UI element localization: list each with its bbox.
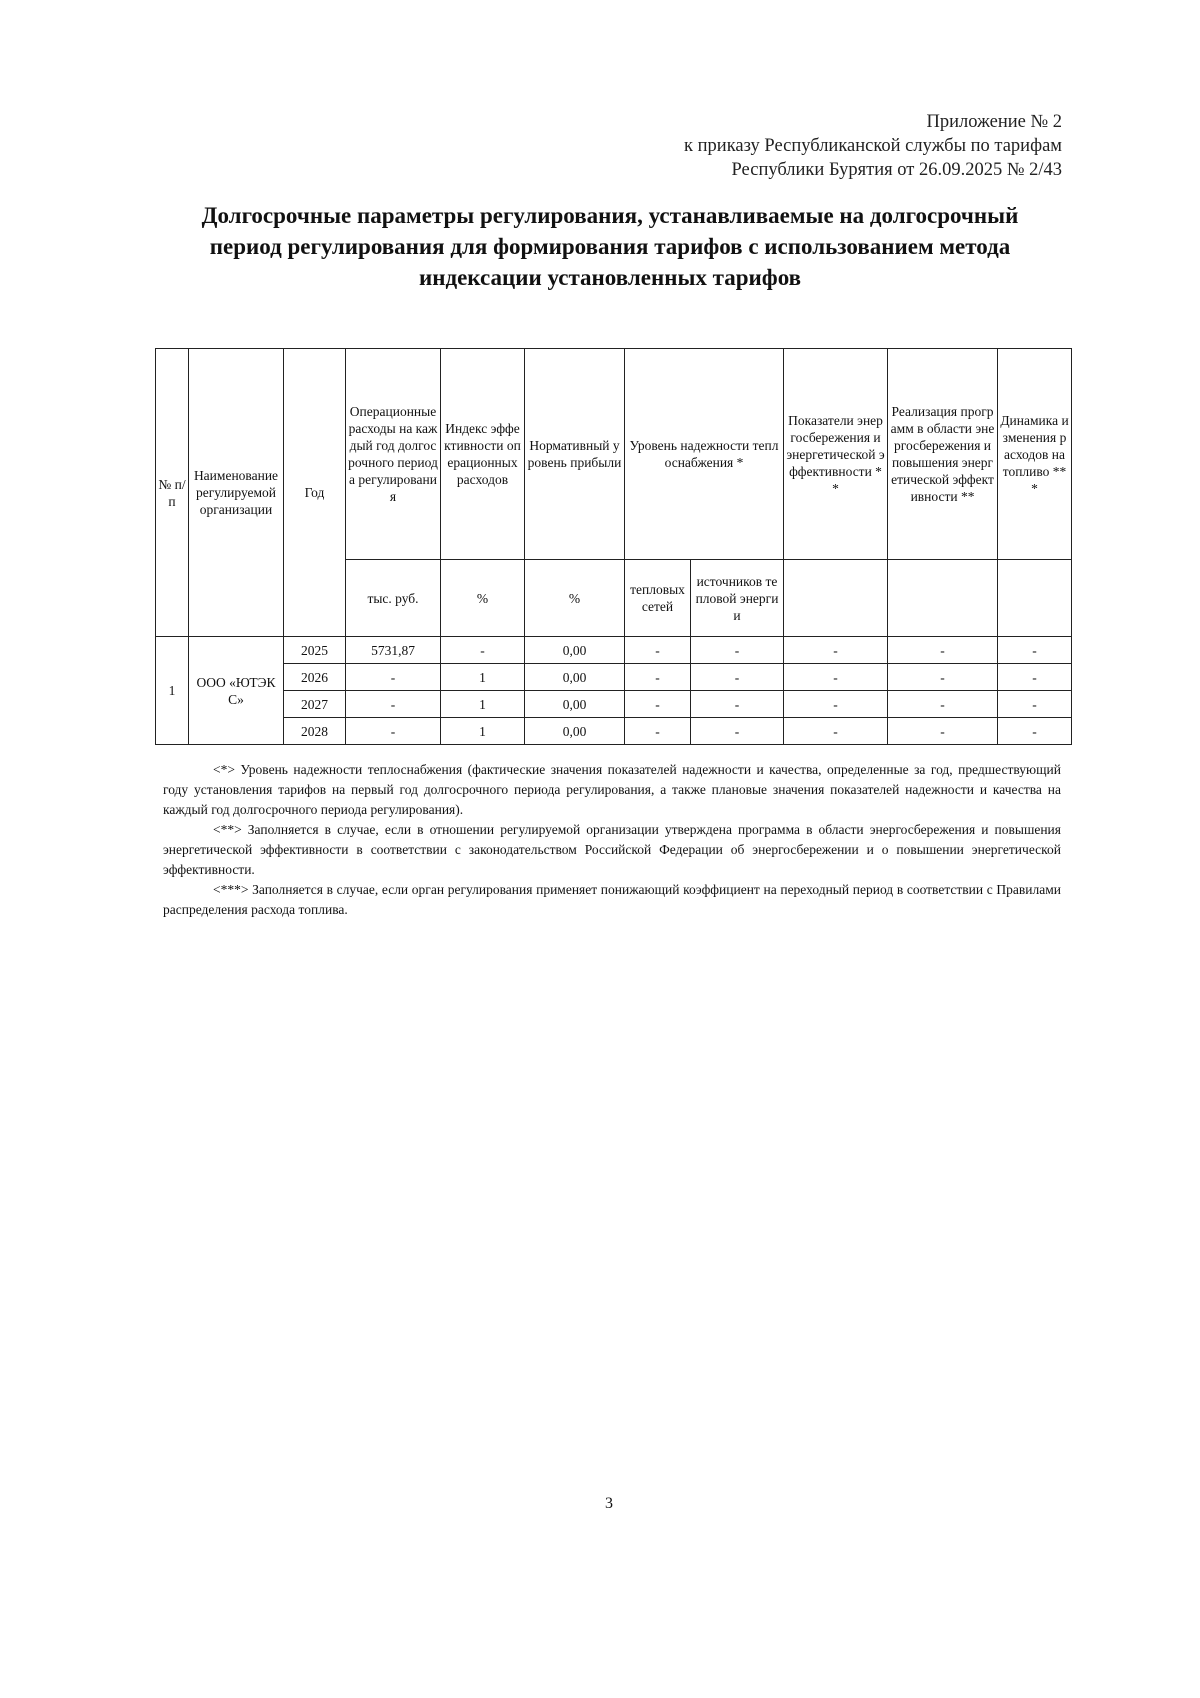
cell-energy: -	[784, 637, 888, 664]
appendix-line: Приложение № 2	[926, 112, 1062, 132]
cell-index: 1	[441, 691, 525, 718]
table-row	[156, 664, 1072, 691]
empty-cell	[888, 560, 998, 637]
cell-opex: -	[346, 691, 441, 718]
document-title: Долгосрочные параметры регулирования, устанавливаемые на долгосрочный период регулирования для формирования тарифов с использованием метода индексации установленных тарифов	[201, 203, 1019, 290]
cell-networks: -	[625, 637, 691, 664]
cell-opex: 5731,87	[346, 637, 441, 664]
table-row	[156, 718, 1072, 745]
cell-index: 1	[441, 718, 525, 745]
cell-networks: -	[625, 691, 691, 718]
cell-fuel: -	[998, 637, 1072, 664]
header-org: Наименование регулируемой организации	[189, 349, 284, 637]
footnote: <**> Заполняется в случае, если в отношении регулируемой организации утверждена программа в области энергосбережения и повышения энергетической эффективности в соответствии с законодательством Российской Федерации об энергосбережении и о повышении энергетической эффективности.	[163, 822, 1061, 877]
header-reliability: Уровень надежности теплоснабжения *	[625, 349, 784, 560]
cell-networks: -	[625, 664, 691, 691]
footnote: <*> Уровень надежности теплоснабжения (фактические значения показателей надежности и качества, определенные за год, предшествующий году установления тарифов на первый год долгосрочного периода регулирования, а также плановые значения показателей надежности и качества на каждый год долгосрочного периода регулирования).	[163, 762, 1061, 817]
cell-profit: 0,00	[525, 664, 625, 691]
org-num: 1	[156, 637, 189, 745]
cell-sources: -	[691, 691, 784, 718]
cell-year: 2026	[284, 664, 346, 691]
cell-program: -	[888, 637, 998, 664]
cell-energy: -	[784, 691, 888, 718]
cell-year: 2025	[284, 637, 346, 664]
cell-index: -	[441, 637, 525, 664]
cell-opex: -	[346, 718, 441, 745]
header-program: Реализация программ в области энергосбережения и повышения энергетической эффективности **	[888, 349, 998, 560]
header-index: Индекс эффективности операционных расходов	[441, 349, 525, 560]
header-fuel: Динамика изменения расходов на топливо ***	[998, 349, 1072, 560]
subheader-sources: источников тепловой энергии	[691, 560, 784, 637]
cell-sources: -	[691, 637, 784, 664]
cell-year: 2027	[284, 691, 346, 718]
cell-networks: -	[625, 718, 691, 745]
unit-index: %	[441, 560, 525, 637]
org-name: ООО «ЮТЭКС»	[189, 637, 284, 745]
cell-program: -	[888, 691, 998, 718]
header-num: № п/п	[156, 349, 189, 637]
appendix-line: Республики Бурятия от 26.09.2025 № 2/43	[731, 160, 1062, 180]
footnote: <***> Заполняется в случае, если орган регулирования применяет понижающий коэффициент на переходный период в соответствии с Правилами распределения расхода топлива.	[163, 882, 1061, 917]
subheader-networks: тепловых сетей	[625, 560, 691, 637]
unit-opex: тыс. руб.	[346, 560, 441, 637]
cell-profit: 0,00	[525, 691, 625, 718]
header-opex: Операционные расходы на каждый год долгосрочного периода регулирования	[346, 349, 441, 560]
table-row	[156, 691, 1072, 718]
cell-program: -	[888, 664, 998, 691]
page-number: 3	[605, 1495, 613, 1512]
cell-opex: -	[346, 664, 441, 691]
footnotes	[163, 760, 1061, 920]
empty-cell	[998, 560, 1072, 637]
cell-year: 2028	[284, 718, 346, 745]
cell-profit: 0,00	[525, 637, 625, 664]
cell-energy: -	[784, 718, 888, 745]
cell-program: -	[888, 718, 998, 745]
cell-profit: 0,00	[525, 718, 625, 745]
empty-cell	[784, 560, 888, 637]
table-row	[156, 637, 1072, 664]
cell-index: 1	[441, 664, 525, 691]
parameters-table	[155, 348, 1072, 745]
header-year: Год	[284, 349, 346, 637]
header-energy: Показатели энергосбережения и энергетической эффективности **	[784, 349, 888, 560]
appendix-header	[684, 110, 1062, 182]
header-profit: Нормативный уровень прибыли	[525, 349, 625, 560]
cell-fuel: -	[998, 664, 1072, 691]
unit-profit: %	[525, 560, 625, 637]
cell-sources: -	[691, 664, 784, 691]
appendix-line: к приказу Республиканской службы по тарифам	[684, 136, 1062, 156]
cell-energy: -	[784, 664, 888, 691]
cell-fuel: -	[998, 691, 1072, 718]
cell-sources: -	[691, 718, 784, 745]
cell-fuel: -	[998, 718, 1072, 745]
